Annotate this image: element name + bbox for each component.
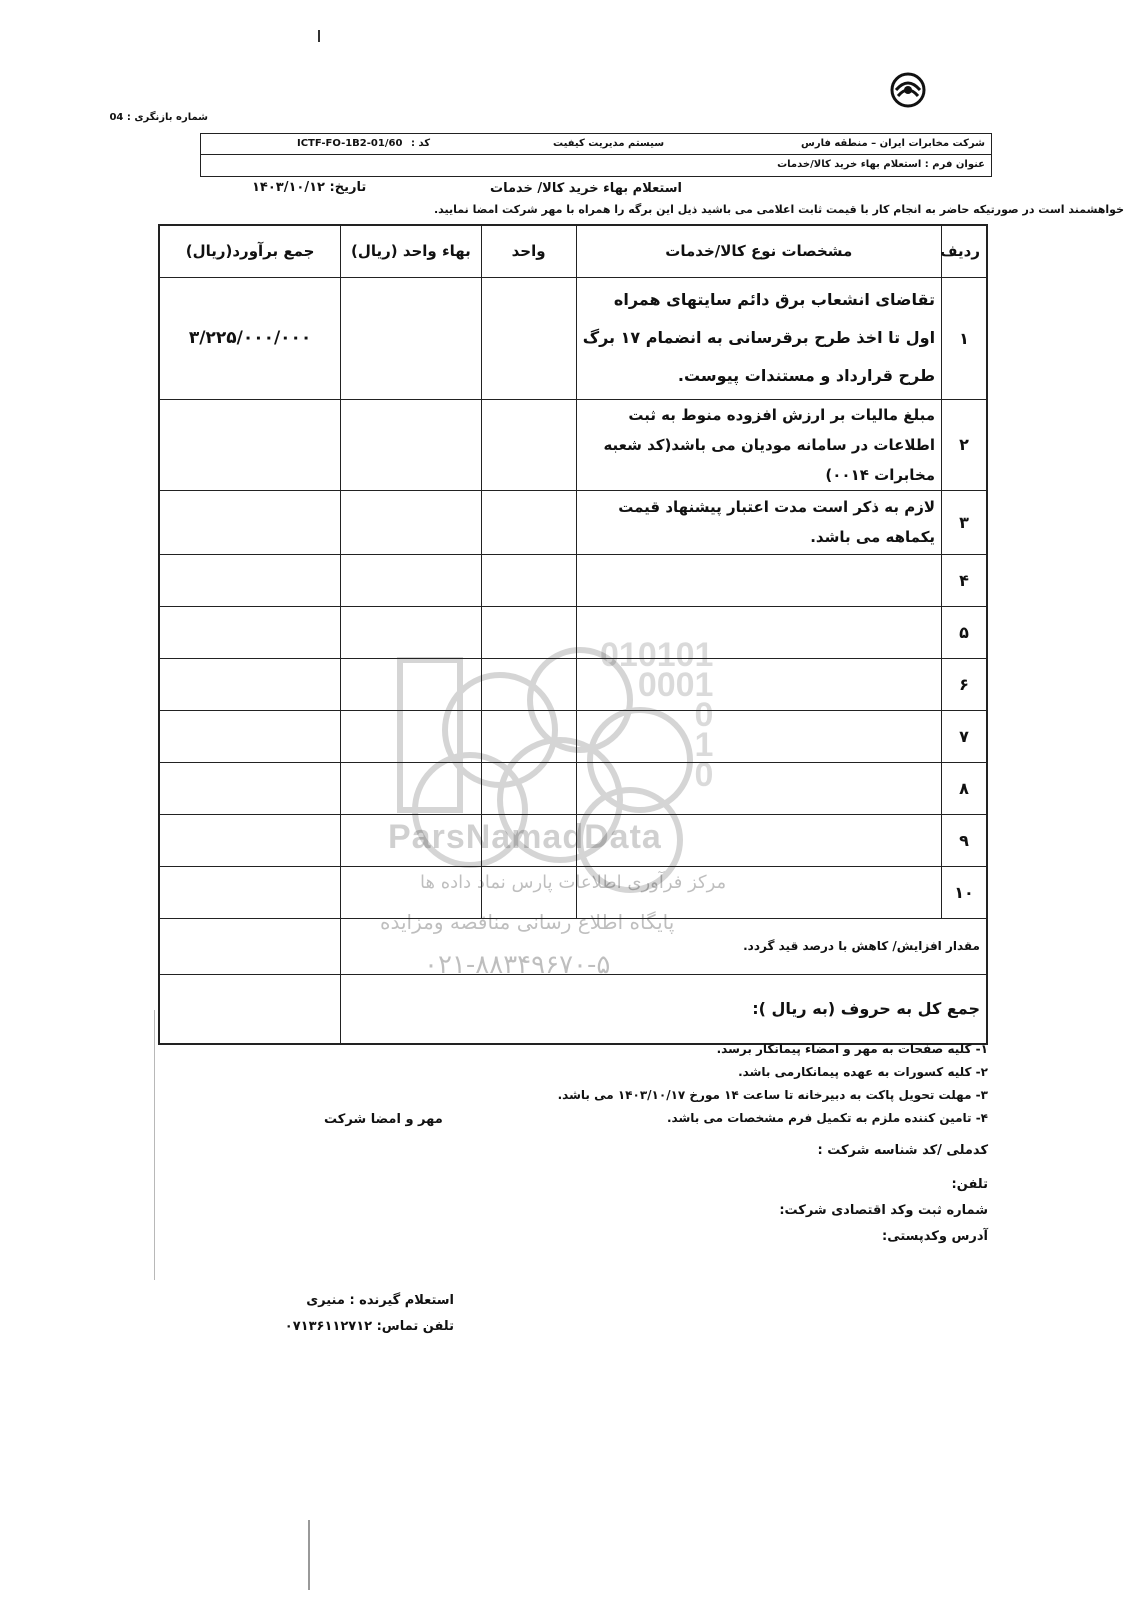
table-row (159, 490, 987, 554)
form-title: عنوان فرم : استعلام بهاء خرید کالا/خدمات (777, 159, 985, 170)
row-total (159, 606, 341, 658)
table-row (159, 762, 987, 814)
company-logo-icon (888, 70, 928, 110)
form-code: ICTF-FO-1B2-01/60 (297, 138, 403, 149)
row-description (576, 606, 941, 658)
row-unit (481, 762, 576, 814)
row-unit (481, 658, 576, 710)
watermark-digits: 010101 0001 0 1 0 (600, 636, 714, 794)
price-inquiry-table (158, 224, 988, 1045)
row-number: ۱۰ (942, 866, 987, 918)
total-words-label: جمع کل به حروف (به ریال ): (341, 974, 987, 1044)
registration-label: شماره ثبت وکد اقتصادی شرکت: (779, 1203, 988, 1218)
scan-mark (154, 1010, 155, 1280)
row-number: ۱ (942, 277, 987, 399)
scan-mark (308, 1520, 310, 1590)
row-description (576, 658, 941, 710)
header-total: جمع برآورد(ریال) (159, 225, 341, 277)
row-total (159, 762, 341, 814)
table-row (159, 277, 987, 399)
row-number: ۸ (942, 762, 987, 814)
row-unit-price (341, 277, 481, 399)
row-total (159, 490, 341, 554)
phone-label: تلفن: (951, 1177, 988, 1192)
table-row (159, 866, 987, 918)
table-header-row (159, 225, 987, 277)
row-unit-price (341, 866, 481, 918)
row-unit (481, 554, 576, 606)
row-unit (481, 866, 576, 918)
note-item: ۲- کلیه کسورات به عهده پیمانکارمی باشد. (738, 1065, 988, 1079)
row-unit-price (341, 399, 481, 490)
recipient-info (284, 1288, 454, 1340)
watermark-brand: ParsNamadData (388, 818, 662, 856)
quality-system: سیستم مدیریت کیفیت (553, 138, 665, 149)
row-total (159, 399, 341, 490)
row-number: ۶ (942, 658, 987, 710)
adjustment-row (159, 918, 987, 974)
national-id-label: کدملی /کد شناسه شرکت : (817, 1143, 988, 1158)
intro-text: خواهشمند است در صورتیکه حاضر به انجام کار با قیمت ثابت اعلامی می باشید ذیل این برگه را همراه با مهر شرکت امضا نمایید. (434, 203, 1124, 216)
row-total (159, 710, 341, 762)
row-description: تقاضای انشعاب برق دائم سایتهای همراه اول تا اخذ طرح برقرسانی به انضمام ۱۷ برگ طرح قرارداد و مستندات پیوست. (576, 277, 941, 399)
row-number: ۳ (942, 490, 987, 554)
row-number: ۲ (942, 399, 987, 490)
watermark-portal: پایگاه اطلاع رسانی مناقصه ومزایده (380, 910, 675, 934)
row-number: ۷ (942, 710, 987, 762)
header-unit: واحد (481, 225, 576, 277)
form-header (200, 133, 992, 177)
adjustment-value (159, 918, 341, 974)
row-description (576, 710, 941, 762)
row-unit-price (341, 710, 481, 762)
row-unit (481, 710, 576, 762)
form-code-label: کد : (411, 138, 431, 149)
table-row (159, 658, 987, 710)
stamp-signature-label: مهر و امضا شرکت (324, 1112, 443, 1127)
table-row (159, 554, 987, 606)
recipient-name: استعلام گیرنده : منیری (306, 1293, 454, 1308)
watermark-phone: ۰۲۱-۸۸۳۴۹۶۷۰-۵ (424, 950, 611, 980)
total-words-row (159, 974, 987, 1044)
table-row (159, 606, 987, 658)
row-total (159, 554, 341, 606)
header-unit-price: بهاء واحد (ریال) (341, 225, 481, 277)
row-total (159, 866, 341, 918)
row-unit (481, 277, 576, 399)
row-unit-price (341, 658, 481, 710)
note-item: ۴- تامین کننده ملزم به تکمیل فرم مشخصات می باشد. (666, 1111, 988, 1125)
row-description: لازم به ذکر است مدت اعتبار پیشنهاد قیمت یکماهه می باشد. (576, 490, 941, 554)
row-description (576, 866, 941, 918)
row-unit (481, 490, 576, 554)
row-unit-price (341, 554, 481, 606)
row-unit (481, 814, 576, 866)
header-row-number: ردیف (942, 225, 987, 277)
company-info (779, 1138, 988, 1250)
total-words-value (159, 974, 341, 1044)
row-unit (481, 399, 576, 490)
table-row (159, 399, 987, 490)
row-description (576, 554, 941, 606)
row-unit-price (341, 814, 481, 866)
row-unit-price (341, 490, 481, 554)
header-description: مشخصات نوع کالا/خدمات (576, 225, 941, 277)
row-description (576, 814, 941, 866)
row-total (159, 814, 341, 866)
table-row (159, 710, 987, 762)
row-description (576, 762, 941, 814)
row-unit-price (341, 606, 481, 658)
note-item: ۳- مهلت تحویل پاکت به دبیرخانه تا ساعت ۱۴ مورخ ۱۴۰۳/۱۰/۱۷ می باشد. (557, 1088, 988, 1102)
row-unit (481, 606, 576, 658)
note-item: ۱- کلیه صفحات به مهر و امضاء پیمانکار برسد. (716, 1042, 988, 1056)
row-number: ۹ (942, 814, 987, 866)
adjustment-label: مقدار افزایش/ کاهش با درصد قید گردد. (341, 918, 987, 974)
recipient-phone: تلفن تماس: ۰۷۱۳۶۱۱۲۷۱۲ (284, 1319, 454, 1334)
revision-number: شماره بازنگری : 04 (109, 112, 208, 123)
document-title: استعلام بهاء خرید کالا/ خدمات (490, 181, 682, 196)
row-number: ۴ (942, 554, 987, 606)
document-date: تاریخ: ۱۴۰۳/۱۰/۱۲ (252, 180, 367, 195)
watermark-tagline: مرکز فرآوری اطلاعات پارس نماد داده ها (420, 872, 727, 893)
table-row (159, 814, 987, 866)
row-total (159, 658, 341, 710)
row-unit-price (341, 762, 481, 814)
row-description: مبلغ مالیات بر ارزش افزوده منوط به ثبت اطلاعات در سامانه مودیان می باشد(کد شعبه مخابرات ۰۰۱۴) (576, 399, 941, 490)
address-label: آدرس وکدپستی: (882, 1229, 988, 1244)
row-total: ۳/۲۲۵/۰۰۰/۰۰۰ (159, 277, 341, 399)
scan-mark (318, 30, 320, 42)
row-number: ۵ (942, 606, 987, 658)
company-name: شرکت مخابرات ایران – منطقه فارس (801, 138, 985, 149)
